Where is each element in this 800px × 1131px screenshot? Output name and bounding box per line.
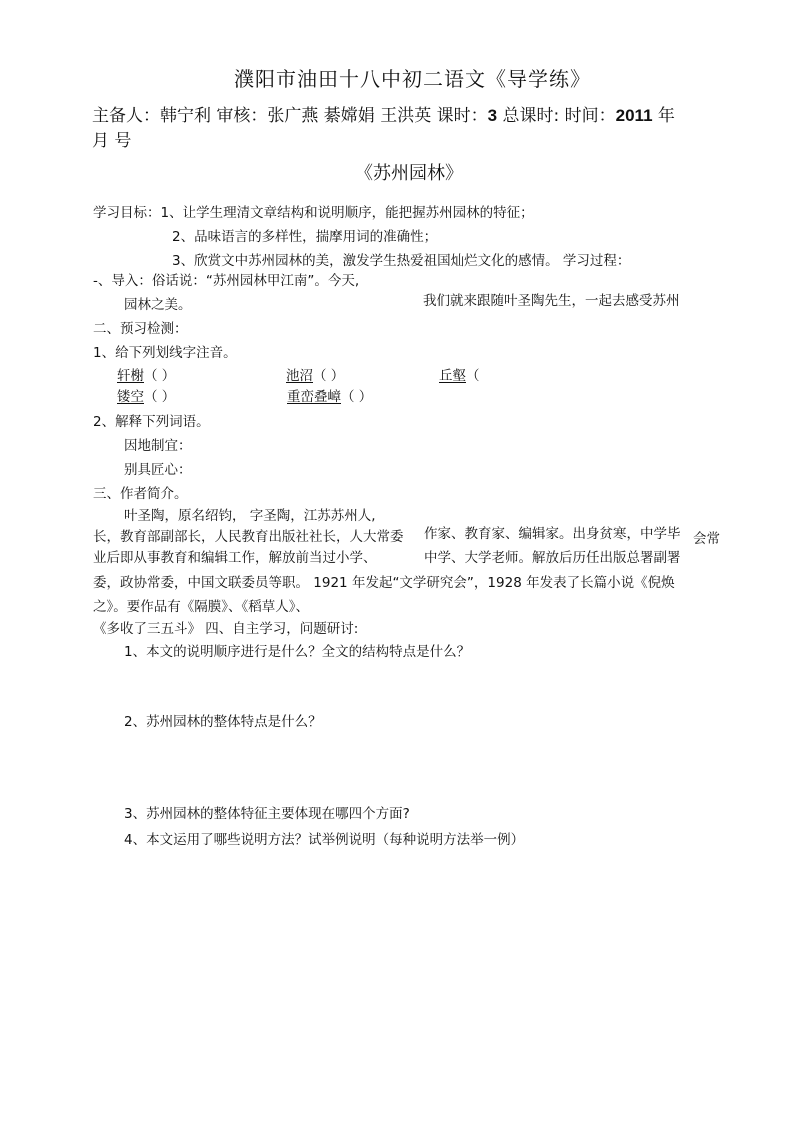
pinyin-item	[439, 370, 480, 384]
question-item: 1、本文的说明顺序进行是什么？全文的结构特点是什么？	[124, 644, 471, 660]
author-line-2-end: 会常	[693, 531, 720, 547]
meta-line-2: 月 号	[92, 131, 132, 151]
meta-prefix: 主备人：韩宁利 审核：张广燕 綦嫦娟 王洪英 课时：	[92, 106, 488, 126]
author-line-3-left: 业后即从事教育和编辑工作，解放前当过小学、	[93, 550, 377, 566]
meta-line	[92, 107, 675, 125]
pinyin-word: 轩榭	[117, 368, 144, 384]
pinyin-blank: （ ）	[144, 368, 176, 384]
page-title: 濮阳市油田十八中初二语文《导学练》	[234, 67, 591, 91]
intro-line-1: -、导入：俗话说：“苏州园林甲江南”。今天,	[93, 273, 360, 289]
intro-line-2-right: 我们就来跟随叶圣陶先生，一起去感受苏州	[423, 293, 680, 309]
author-line-1: 叶圣陶，原名绍钧， 字圣陶，江苏苏州人,	[124, 508, 376, 524]
pinyin-item	[287, 391, 372, 405]
pinyin-word: 镂空	[117, 389, 144, 405]
preview-heading: 二、预习检测：	[93, 321, 188, 337]
pinyin-item	[286, 370, 344, 384]
author-line-6: 《多收了三五斗》 四、自主学习，问题研讨:	[93, 621, 359, 637]
author-line-5: 之》。要作品有《隔膜》、《稻草人》、	[93, 599, 309, 615]
meta-suffix: 年	[652, 106, 675, 126]
pinyin-word: 池沼	[286, 368, 313, 384]
objective-1: 学习目标：1、让学生理清文章结构和说明顺序，能把握苏州园林的特征；	[93, 205, 534, 221]
author-line-3-right: 中学、大学老师。解放后历任出版总署副署	[424, 550, 681, 566]
pinyin-word: 重峦叠嶂	[287, 389, 341, 405]
term-item: 别具匠心：	[124, 462, 192, 478]
author-line-4: 委，政协常委，中国文联委员等职。 1921 年发起“文学研究会”，1928 年发表了长篇小说《倪焕	[93, 575, 675, 591]
pinyin-item	[117, 370, 175, 384]
pinyin-blank: （ ）	[313, 368, 345, 384]
pinyin-blank: （ ）	[144, 389, 176, 405]
pinyin-word: 丘壑	[439, 368, 466, 384]
question-item: 3、苏州园林的整体特征主要体现在哪四个方面?	[124, 806, 410, 822]
preview-q1: 1、给下列划线字注音。	[93, 345, 237, 361]
intro-line-2: 园林之美。	[124, 297, 192, 313]
term-item: 因地制宜：	[124, 438, 192, 454]
lesson-title: 《苏州园林》	[355, 163, 463, 184]
meta-year: 2011	[615, 106, 653, 125]
author-heading: 三、作者简介。	[93, 486, 188, 502]
author-line-2-left: 长，教育部副部长，人民教育出版社社长，人大常委	[93, 529, 404, 545]
pinyin-blank: （	[466, 368, 480, 384]
meta-mid: 总课时: 时间：	[497, 106, 616, 126]
question-item: 2、苏州园林的整体特点是什么？	[124, 714, 322, 730]
pinyin-blank: （ ）	[341, 389, 373, 405]
objective-3: 3、欣赏文中苏州园林的美，激发学生热爱祖国灿烂文化的感情。 学习过程：	[172, 253, 631, 269]
preview-q2: 2、解释下列词语。	[93, 414, 210, 430]
question-item: 4、本文运用了哪些说明方法？试举例说明（每种说明方法举一例）	[124, 832, 525, 848]
author-line-2-right: 作家、教育家、编辑家。出身贫寒，中学毕	[424, 526, 681, 542]
meta-lessons: 3	[487, 106, 498, 125]
pinyin-item	[117, 391, 175, 405]
objective-2: 2、品味语言的多样性，揣摩用词的准确性；	[172, 229, 438, 245]
